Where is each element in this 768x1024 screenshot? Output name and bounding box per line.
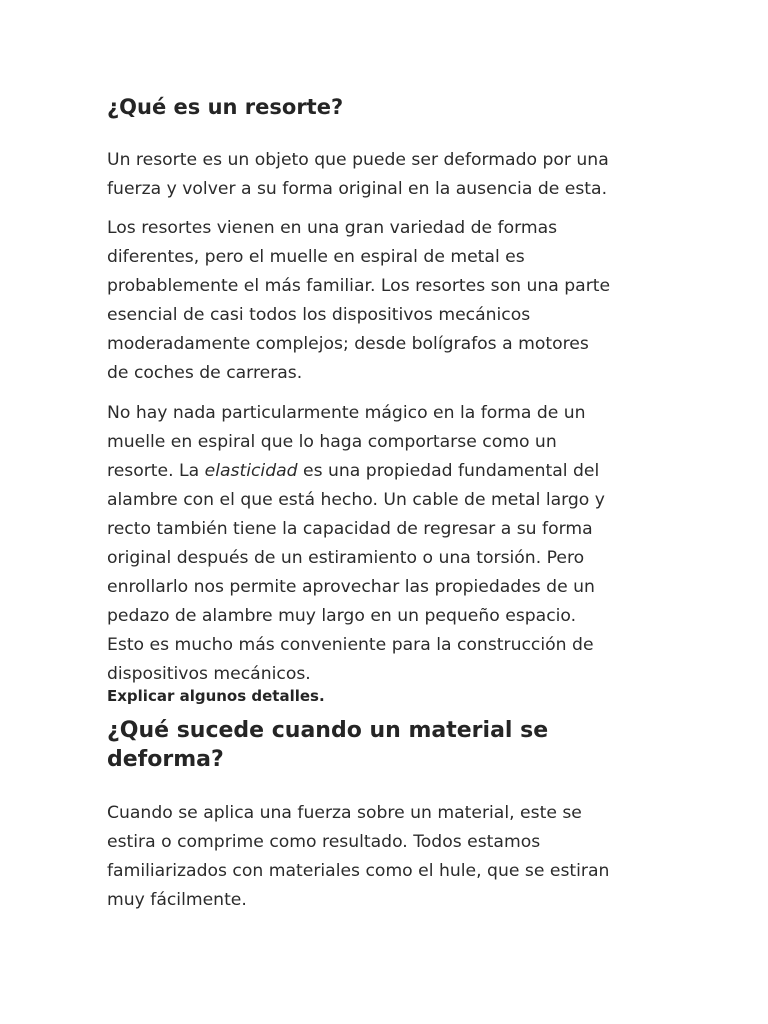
heading-line: ¿Qué sucede cuando un material se	[107, 718, 549, 743]
text-line: esencial de casi todos los dispositivos mecánicos	[107, 305, 531, 325]
text-line: pedazo de alambre muy largo en un pequeño espacio.	[107, 606, 577, 626]
text-line: Un resorte es un objeto que puede ser deformado por una	[107, 150, 609, 170]
bold-note: Explicar algunos detalles.	[107, 687, 325, 705]
text-line: probablemente el más familiar. Los resortes son una parte	[107, 276, 611, 296]
section-heading-que-es-un-resorte: ¿Qué es un resorte?	[107, 95, 344, 119]
paragraph-deformation	[107, 799, 672, 915]
text-line: Cuando se aplica una fuerza sobre un material, este se	[107, 803, 582, 823]
text-line: familiarizados con materiales como el hule, que se estiran	[107, 861, 610, 881]
text-line: dispositivos mecánicos.	[107, 664, 311, 684]
paragraph-variety	[107, 214, 672, 388]
heading-line: deforma?	[107, 747, 224, 772]
text-fragment: resorte. La	[107, 461, 205, 481]
text-line: moderadamente complejos; desde bolígrafos a motores	[107, 334, 589, 354]
text-line: muelle en espiral que lo haga comportarse como un	[107, 432, 557, 452]
text-line: Los resortes vienen en una gran variedad de formas	[107, 218, 558, 238]
text-line: de coches de carreras.	[107, 363, 303, 383]
text-line: original después de un estiramiento o una torsión. Pero	[107, 548, 585, 568]
text-line: muy fácilmente.	[107, 890, 247, 910]
text-fragment: es una propiedad fundamental del	[297, 461, 600, 481]
emphasis-elasticidad: elasticidad	[204, 461, 298, 481]
text-line: alambre con el que está hecho. Un cable de metal largo y	[107, 490, 605, 510]
text-line: diferentes, pero el muelle en espiral de metal es	[107, 247, 525, 267]
paragraph-definition	[107, 146, 672, 204]
text-line: enrollarlo nos permite aprovechar las propiedades de un	[107, 577, 595, 597]
text-line-with-emphasis	[107, 457, 672, 486]
text-line: estira o comprime como resultado. Todos estamos	[107, 832, 541, 852]
paragraph-elasticity	[107, 399, 672, 689]
text-line: Esto es mucho más conveniente para la construcción de	[107, 635, 594, 655]
text-line: fuerza y volver a su forma original en la ausencia de esta.	[107, 179, 608, 199]
text-line: recto también tiene la capacidad de regresar a su forma	[107, 519, 593, 539]
text-line: No hay nada particularmente mágico en la forma de un	[107, 403, 586, 423]
section-heading-que-sucede	[107, 716, 667, 774]
